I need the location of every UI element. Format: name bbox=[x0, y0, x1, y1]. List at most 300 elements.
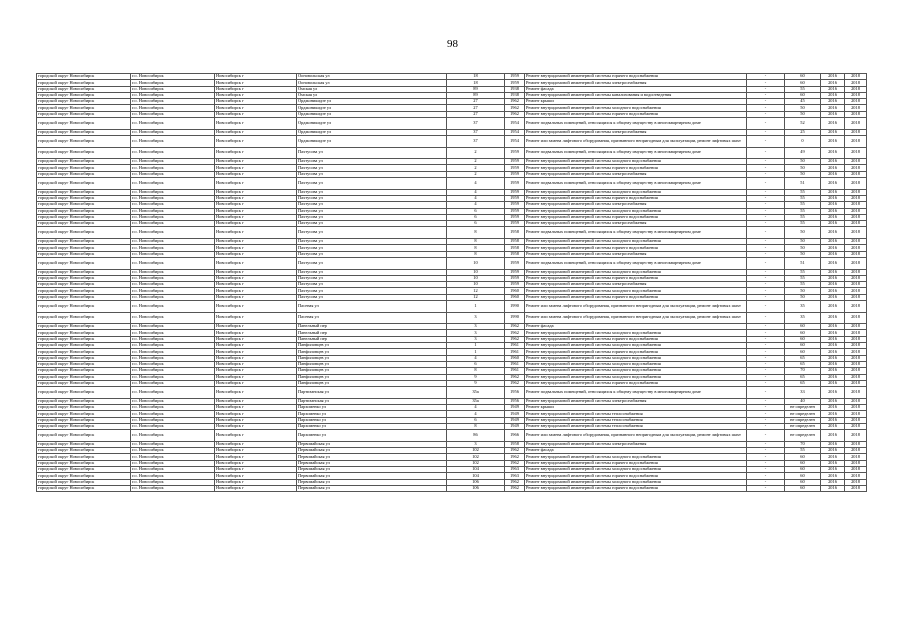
c-from: 2016 bbox=[821, 245, 845, 251]
c-cost: 55 bbox=[785, 282, 821, 288]
c-district: г.о. Новосибирск bbox=[131, 411, 215, 417]
c-district: г.о. Новосибирск bbox=[131, 221, 215, 227]
c-year: 1959 bbox=[505, 275, 525, 281]
c-from: 2016 bbox=[821, 275, 845, 281]
c-municipality: городской округ Новосибирск bbox=[37, 448, 131, 454]
c-city: Новосибирск г bbox=[215, 208, 297, 214]
c-num: 9 bbox=[447, 374, 505, 380]
c-municipality: городской округ Новосибирск bbox=[37, 411, 131, 417]
c-district: г.о. Новосибирск bbox=[131, 294, 215, 300]
c-to: 2018 bbox=[845, 214, 867, 220]
c-type: - bbox=[747, 460, 785, 466]
c-city: Новосибирск г bbox=[215, 92, 297, 98]
c-year: 1959 bbox=[505, 178, 525, 190]
c-from: 2016 bbox=[821, 441, 845, 447]
c-cost: 60 bbox=[785, 74, 821, 80]
c-street: Первомайская ул bbox=[297, 467, 447, 473]
c-district: г.о. Новосибирск bbox=[131, 269, 215, 275]
c-municipality: городской округ Новосибирск bbox=[37, 312, 131, 324]
c-year: 1954 bbox=[505, 118, 525, 130]
c-work: Ремонт или замена лифтового оборудования, признанного непригодным для эксплуатации, ремонт лифтовых шахт bbox=[525, 312, 747, 324]
c-street: Первомайская ул bbox=[297, 485, 447, 491]
c-to: 2018 bbox=[845, 288, 867, 294]
c-street: Ооновольская ул bbox=[297, 74, 447, 80]
c-type: - bbox=[747, 288, 785, 294]
c-from: 2016 bbox=[821, 479, 845, 485]
c-municipality: городской округ Новосибирск bbox=[37, 80, 131, 86]
c-to: 2018 bbox=[845, 105, 867, 111]
c-work: Ремонт внутридомовой инженерной системы холодного водоснабжения bbox=[525, 368, 747, 374]
page-number: 98 bbox=[447, 38, 458, 50]
c-from: 2016 bbox=[821, 411, 845, 417]
c-municipality: городской округ Новосибирск bbox=[37, 282, 131, 288]
c-city: Новосибирск г bbox=[215, 135, 297, 147]
c-municipality: городской округ Новосибирск bbox=[37, 189, 131, 195]
c-type: - bbox=[747, 349, 785, 355]
c-city: Новосибирск г bbox=[215, 398, 297, 404]
c-city: Новосибирск г bbox=[215, 294, 297, 300]
c-district: г.о. Новосибирск bbox=[131, 118, 215, 130]
c-district: г.о. Новосибирск bbox=[131, 361, 215, 367]
c-city: Новосибирск г bbox=[215, 355, 297, 361]
c-municipality: городской округ Новосибирск bbox=[37, 479, 131, 485]
c-to: 2018 bbox=[845, 441, 867, 447]
table-row bbox=[37, 387, 867, 399]
c-num: 8 bbox=[447, 251, 505, 257]
c-city: Новосибирск г bbox=[215, 417, 297, 423]
c-type: - bbox=[747, 380, 785, 386]
c-type: - bbox=[747, 99, 785, 105]
c-work: Ремонт внутридомовой инженерной системы электроснабжения bbox=[525, 80, 747, 86]
c-num: 18 bbox=[447, 80, 505, 86]
c-district: г.о. Новосибирск bbox=[131, 92, 215, 98]
c-num: 3 bbox=[447, 330, 505, 336]
c-municipality: городской округ Новосибирск bbox=[37, 214, 131, 220]
c-from: 2016 bbox=[821, 368, 845, 374]
c-cost: 55 bbox=[785, 202, 821, 208]
c-to: 2018 bbox=[845, 355, 867, 361]
c-type: - bbox=[747, 74, 785, 80]
c-city: Новосибирск г bbox=[215, 282, 297, 288]
c-district: г.о. Новосибирск bbox=[131, 80, 215, 86]
c-municipality: городской округ Новосибирск bbox=[37, 441, 131, 447]
c-street: Пахтусова ул bbox=[297, 269, 447, 275]
c-work: Ремонт внутридомовой инженерной системы горячего водоснабжения bbox=[525, 275, 747, 281]
c-city: Новосибирск г bbox=[215, 324, 297, 330]
c-num: 8 bbox=[447, 245, 505, 251]
c-type: - bbox=[747, 118, 785, 130]
c-cost: 50 bbox=[785, 105, 821, 111]
c-district: г.о. Новосибирск bbox=[131, 312, 215, 324]
c-from: 2016 bbox=[821, 361, 845, 367]
c-street: Панельный пер bbox=[297, 336, 447, 342]
c-work: Ремонт внутридомовой инженерной системы горячего водоснабжения bbox=[525, 473, 747, 479]
c-to: 2018 bbox=[845, 275, 867, 281]
c-city: Новосибирск г bbox=[215, 165, 297, 171]
c-district: г.о. Новосибирск bbox=[131, 467, 215, 473]
c-num: 10 bbox=[447, 282, 505, 288]
c-municipality: городской округ Новосибирск bbox=[37, 171, 131, 177]
c-from: 2016 bbox=[821, 269, 845, 275]
c-municipality: городской округ Новосибирск bbox=[37, 380, 131, 386]
c-from: 2016 bbox=[821, 251, 845, 257]
c-cost: 50 bbox=[785, 294, 821, 300]
c-cost: 55 bbox=[785, 275, 821, 281]
c-num: 102 bbox=[447, 448, 505, 454]
c-from: 2016 bbox=[821, 92, 845, 98]
c-to: 2018 bbox=[845, 135, 867, 147]
c-from: 2016 bbox=[821, 105, 845, 111]
c-from: 2016 bbox=[821, 282, 845, 288]
c-street: Панфиловцев ул bbox=[297, 380, 447, 386]
c-street: Панфиловцев ул bbox=[297, 374, 447, 380]
c-municipality: городской округ Новосибирск bbox=[37, 257, 131, 269]
c-district: г.о. Новосибирск bbox=[131, 448, 215, 454]
c-num: 89 bbox=[447, 92, 505, 98]
c-to: 2018 bbox=[845, 251, 867, 257]
c-district: г.о. Новосибирск bbox=[131, 171, 215, 177]
c-num: 35а bbox=[447, 398, 505, 404]
c-num: 4 bbox=[447, 189, 505, 195]
c-num: 6 bbox=[447, 221, 505, 227]
c-num: 1 bbox=[447, 300, 505, 312]
c-type: - bbox=[747, 485, 785, 491]
c-city: Новосибирск г bbox=[215, 387, 297, 399]
c-to: 2018 bbox=[845, 417, 867, 423]
c-year: 1949 bbox=[505, 411, 525, 417]
c-municipality: городской округ Новосибирск bbox=[37, 361, 131, 367]
c-year: 1962 bbox=[505, 374, 525, 380]
c-work: Ремонт фасада bbox=[525, 86, 747, 92]
c-to: 2018 bbox=[845, 159, 867, 165]
c-year: 1954 bbox=[505, 129, 525, 135]
c-street: Пахтусова ул bbox=[297, 275, 447, 281]
c-district: г.о. Новосибирск bbox=[131, 300, 215, 312]
c-num: 8 bbox=[447, 227, 505, 239]
c-num: 12 bbox=[447, 288, 505, 294]
c-city: Новосибирск г bbox=[215, 485, 297, 491]
c-to: 2018 bbox=[845, 165, 867, 171]
c-year: 1963 bbox=[505, 467, 525, 473]
c-to: 2018 bbox=[845, 454, 867, 460]
c-work: Ремонт внутридомовой инженерной системы теплоснабжения bbox=[525, 411, 747, 417]
c-from: 2016 bbox=[821, 159, 845, 165]
c-city: Новосибирск г bbox=[215, 343, 297, 349]
c-from: 2016 bbox=[821, 208, 845, 214]
c-year: 1961 bbox=[505, 343, 525, 349]
c-type: - bbox=[747, 330, 785, 336]
c-year: 1960 bbox=[505, 355, 525, 361]
c-num: 35а bbox=[447, 387, 505, 399]
c-street: Пасеная ул bbox=[297, 312, 447, 324]
c-work: Ремонт внутридомовой инженерной системы горячего водоснабжения bbox=[525, 485, 747, 491]
c-street: Пахтусова ул bbox=[297, 227, 447, 239]
c-work: Ремонт внутридомовой инженерной системы электроснабжения bbox=[525, 221, 747, 227]
c-year: 1990 bbox=[505, 300, 525, 312]
c-from: 2016 bbox=[821, 111, 845, 117]
c-work: Ремонт подвальных помещений, относящихся к общему имуществу в многоквартирном доме bbox=[525, 387, 747, 399]
c-work: Ремонт или замена лифтового оборудования, признанного непригодным для эксплуатации, ремонт лифтовых шахт bbox=[525, 430, 747, 442]
c-street: Пахтусова ул bbox=[297, 195, 447, 201]
c-street: Пахтусова ул bbox=[297, 147, 447, 159]
c-to: 2018 bbox=[845, 208, 867, 214]
c-municipality: городской округ Новосибирск bbox=[37, 159, 131, 165]
c-city: Новосибирск г bbox=[215, 111, 297, 117]
c-cost: 0 bbox=[785, 135, 821, 147]
c-municipality: городской округ Новосибирск bbox=[37, 368, 131, 374]
table-row bbox=[37, 178, 867, 190]
c-street: Пахтусова ул bbox=[297, 214, 447, 220]
c-city: Новосибирск г bbox=[215, 245, 297, 251]
c-city: Новосибирск г bbox=[215, 214, 297, 220]
c-num: 8 bbox=[447, 423, 505, 429]
c-municipality: городской округ Новосибирск bbox=[37, 288, 131, 294]
c-from: 2016 bbox=[821, 195, 845, 201]
c-year: 1959 bbox=[505, 214, 525, 220]
c-type: - bbox=[747, 92, 785, 98]
c-street: Пархоменко ул bbox=[297, 405, 447, 411]
c-num: 9 bbox=[447, 380, 505, 386]
c-from: 2016 bbox=[821, 454, 845, 460]
c-cost: 60 bbox=[785, 460, 821, 466]
c-work: Ремонт внутридомовой инженерной системы холодного водоснабжения bbox=[525, 189, 747, 195]
c-type: - bbox=[747, 269, 785, 275]
c-work: Ремонт внутридомовой инженерной системы канализования и водоотведения bbox=[525, 92, 747, 98]
c-work: Ремонт подвальных помещений, относящихся к общему имуществу в многоквартирном доме bbox=[525, 227, 747, 239]
c-city: Новосибирск г bbox=[215, 300, 297, 312]
c-city: Новосибирск г bbox=[215, 405, 297, 411]
c-from: 2016 bbox=[821, 387, 845, 399]
c-year: 1962 bbox=[505, 111, 525, 117]
c-district: г.о. Новосибирск bbox=[131, 324, 215, 330]
c-num: 104 bbox=[447, 467, 505, 473]
c-street: Орджоникидзе ул bbox=[297, 105, 447, 111]
c-city: Новосибирск г bbox=[215, 336, 297, 342]
c-cost: 55 bbox=[785, 195, 821, 201]
c-num: 37 bbox=[447, 135, 505, 147]
c-municipality: городской округ Новосибирск bbox=[37, 343, 131, 349]
c-municipality: городской округ Новосибирск bbox=[37, 473, 131, 479]
c-work: Ремонт фасада bbox=[525, 448, 747, 454]
c-num: 89 bbox=[447, 86, 505, 92]
c-year: 1959 bbox=[505, 171, 525, 177]
c-from: 2016 bbox=[821, 300, 845, 312]
c-work: Ремонт фасада bbox=[525, 324, 747, 330]
c-type: - bbox=[747, 159, 785, 165]
c-city: Новосибирск г bbox=[215, 251, 297, 257]
c-municipality: городской округ Новосибирск bbox=[37, 275, 131, 281]
c-street: Пахтусова ул bbox=[297, 202, 447, 208]
c-city: Новосибирск г bbox=[215, 80, 297, 86]
c-year: 1959 bbox=[505, 189, 525, 195]
c-cost: 52 bbox=[785, 118, 821, 130]
c-cost: 60 bbox=[785, 343, 821, 349]
c-year: 1959 bbox=[505, 159, 525, 165]
c-to: 2018 bbox=[845, 380, 867, 386]
c-municipality: городской округ Новосибирск bbox=[37, 324, 131, 330]
c-work: Ремонт или замена лифтового оборудования, признанного непригодным для эксплуатации, ремонт лифтовых шахт bbox=[525, 135, 747, 147]
c-num: 3 bbox=[447, 336, 505, 342]
c-street: Пархоменко ул bbox=[297, 417, 447, 423]
c-type: - bbox=[747, 171, 785, 177]
c-year: 1959 bbox=[505, 221, 525, 227]
c-work: Ремонт внутридомовой инженерной системы электроснабжения bbox=[525, 171, 747, 177]
c-municipality: городской округ Новосибирск bbox=[37, 74, 131, 80]
c-district: г.о. Новосибирск bbox=[131, 275, 215, 281]
c-from: 2016 bbox=[821, 227, 845, 239]
c-street: Пахтусова ул bbox=[297, 294, 447, 300]
c-cost: 60 bbox=[785, 485, 821, 491]
c-work: Ремонт внутридомовой инженерной системы горячего водоснабжения bbox=[525, 245, 747, 251]
c-municipality: городской округ Новосибирск bbox=[37, 165, 131, 171]
c-from: 2016 bbox=[821, 417, 845, 423]
c-type: - bbox=[747, 80, 785, 86]
c-num: 18 bbox=[447, 74, 505, 80]
c-municipality: городской округ Новосибирск bbox=[37, 454, 131, 460]
c-district: г.о. Новосибирск bbox=[131, 479, 215, 485]
c-year: 1958 bbox=[505, 239, 525, 245]
c-cost: 60 bbox=[785, 92, 821, 98]
c-num: 6 bbox=[447, 417, 505, 423]
c-type: - bbox=[747, 454, 785, 460]
c-year: 1959 bbox=[505, 147, 525, 159]
c-municipality: городской округ Новосибирск bbox=[37, 129, 131, 135]
c-cost: 50 bbox=[785, 288, 821, 294]
c-to: 2018 bbox=[845, 178, 867, 190]
c-type: - bbox=[747, 239, 785, 245]
c-to: 2018 bbox=[845, 361, 867, 367]
c-cost: 49 bbox=[785, 147, 821, 159]
c-district: г.о. Новосибирск bbox=[131, 239, 215, 245]
c-type: - bbox=[747, 387, 785, 399]
c-to: 2018 bbox=[845, 330, 867, 336]
c-street: Пархоменко ул bbox=[297, 423, 447, 429]
c-year: 1959 bbox=[505, 282, 525, 288]
c-from: 2016 bbox=[821, 355, 845, 361]
c-type: - bbox=[747, 245, 785, 251]
c-cost: 50 bbox=[785, 239, 821, 245]
table-row bbox=[37, 147, 867, 159]
c-work: Ремонт внутридомовой инженерной системы электроснабжения bbox=[525, 202, 747, 208]
c-from: 2016 bbox=[821, 129, 845, 135]
c-municipality: городской округ Новосибирск bbox=[37, 423, 131, 429]
c-to: 2018 bbox=[845, 312, 867, 324]
c-work: Ремонт внутридомовой инженерной системы холодного водоснабжения bbox=[525, 343, 747, 349]
c-district: г.о. Новосибирск bbox=[131, 430, 215, 442]
c-from: 2016 bbox=[821, 460, 845, 466]
c-cost: 65 bbox=[785, 361, 821, 367]
c-city: Новосибирск г bbox=[215, 257, 297, 269]
c-type: - bbox=[747, 214, 785, 220]
c-municipality: городской округ Новосибирск bbox=[37, 269, 131, 275]
c-work: Ремонт внутридомовой инженерной системы холодного водоснабжения bbox=[525, 288, 747, 294]
c-district: г.о. Новосибирск bbox=[131, 417, 215, 423]
c-city: Новосибирск г bbox=[215, 178, 297, 190]
c-type: - bbox=[747, 86, 785, 92]
c-work: Ремонт внутридомовой инженерной системы холодного водоснабжения bbox=[525, 454, 747, 460]
c-year: 1963 bbox=[505, 473, 525, 479]
c-from: 2016 bbox=[821, 294, 845, 300]
c-cost: 40 bbox=[785, 398, 821, 404]
c-year: 1959 bbox=[505, 269, 525, 275]
c-num: 102 bbox=[447, 460, 505, 466]
c-year: 1961 bbox=[505, 349, 525, 355]
c-type: - bbox=[747, 189, 785, 195]
c-cost: 60 bbox=[785, 324, 821, 330]
c-street: Пархоменко ул bbox=[297, 430, 447, 442]
c-from: 2016 bbox=[821, 118, 845, 130]
c-work: Ремонт внутридомовой инженерной системы горячего водоснабжения bbox=[525, 165, 747, 171]
c-cost: 55 bbox=[785, 269, 821, 275]
c-year: 1962 bbox=[505, 324, 525, 330]
c-work: Ремонт внутридомовой инженерной системы электроснабжения bbox=[525, 251, 747, 257]
c-cost: 65 bbox=[785, 374, 821, 380]
c-year: 1949 bbox=[505, 423, 525, 429]
c-cost: не определен bbox=[785, 417, 821, 423]
c-type: - bbox=[747, 343, 785, 349]
c-work: Ремонт внутридомовой инженерной системы холодного водоснабжения bbox=[525, 269, 747, 275]
c-to: 2018 bbox=[845, 74, 867, 80]
c-city: Новосибирск г bbox=[215, 467, 297, 473]
c-num: 86 bbox=[447, 430, 505, 442]
c-num: 8 bbox=[447, 239, 505, 245]
c-municipality: городской округ Новосибирск bbox=[37, 92, 131, 98]
c-district: г.о. Новосибирск bbox=[131, 74, 215, 80]
c-street: Панельный пер bbox=[297, 324, 447, 330]
c-type: - bbox=[747, 105, 785, 111]
c-to: 2018 bbox=[845, 282, 867, 288]
c-district: г.о. Новосибирск bbox=[131, 178, 215, 190]
c-district: г.о. Новосибирск bbox=[131, 368, 215, 374]
c-from: 2016 bbox=[821, 324, 845, 330]
c-num: 3 bbox=[447, 441, 505, 447]
c-city: Новосибирск г bbox=[215, 129, 297, 135]
c-street: Пахтусова ул bbox=[297, 221, 447, 227]
c-street: Орджоникидзе ул bbox=[297, 118, 447, 130]
c-to: 2018 bbox=[845, 324, 867, 330]
c-municipality: городской округ Новосибирск bbox=[37, 467, 131, 473]
c-work: Ремонт внутридомовой инженерной системы холодного водоснабжения bbox=[525, 374, 747, 380]
c-district: г.о. Новосибирск bbox=[131, 195, 215, 201]
c-cost: не определен bbox=[785, 411, 821, 417]
c-city: Новосибирск г bbox=[215, 330, 297, 336]
c-from: 2016 bbox=[821, 86, 845, 92]
c-to: 2018 bbox=[845, 239, 867, 245]
c-cost: 50 bbox=[785, 159, 821, 165]
c-street: Панфиловцев ул bbox=[297, 349, 447, 355]
c-to: 2018 bbox=[845, 202, 867, 208]
c-municipality: городской округ Новосибирск bbox=[37, 118, 131, 130]
c-num: 4 bbox=[447, 202, 505, 208]
table-row bbox=[37, 135, 867, 147]
c-from: 2016 bbox=[821, 485, 845, 491]
c-street: Пахтусова ул bbox=[297, 288, 447, 294]
c-num: 4 bbox=[447, 355, 505, 361]
c-cost: 65 bbox=[785, 355, 821, 361]
c-city: Новосибирск г bbox=[215, 441, 297, 447]
c-year: 1959 bbox=[505, 165, 525, 171]
c-year: 1962 bbox=[505, 448, 525, 454]
c-to: 2018 bbox=[845, 398, 867, 404]
c-from: 2016 bbox=[821, 288, 845, 294]
c-municipality: городской округ Новосибирск bbox=[37, 147, 131, 159]
c-year: 1954 bbox=[505, 135, 525, 147]
c-year: 1958 bbox=[505, 227, 525, 239]
c-street: Первомайская ул bbox=[297, 448, 447, 454]
c-year: 1956 bbox=[505, 398, 525, 404]
c-street: Пахтусова ул bbox=[297, 239, 447, 245]
c-to: 2018 bbox=[845, 387, 867, 399]
